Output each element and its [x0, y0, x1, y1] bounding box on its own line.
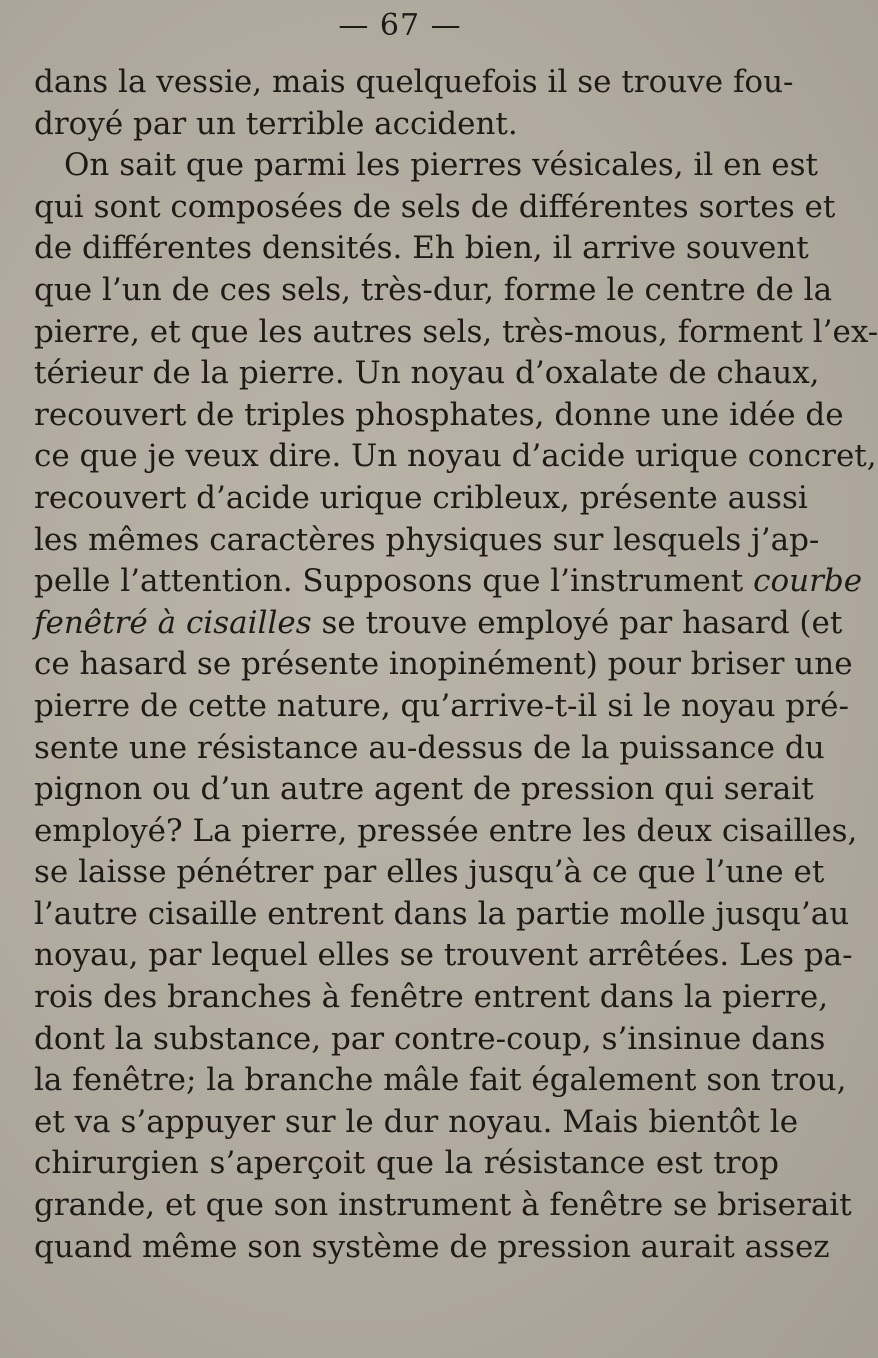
line-text: employé? La pierre, pressée entre les deux cisailles,	[34, 812, 858, 849]
line-text: térieur de la pierre. Un noyau d’oxalate de chaux,	[34, 355, 820, 392]
line-text: de différentes densités. Eh bien, il arrive souvent	[34, 230, 809, 267]
line-text: pierre de cette nature, qu’arrive-t-il si le noyau pré-	[34, 687, 849, 724]
text-line	[34, 228, 809, 270]
line-text: et va s’appuyer sur le dur noyau. Mais bientôt le	[34, 1103, 799, 1140]
text-line	[34, 977, 829, 1019]
text-line	[34, 187, 836, 229]
text-line	[34, 353, 820, 395]
text-line	[34, 312, 878, 354]
body-text	[34, 62, 878, 1268]
line-text: que l’un de ces sels, très-dur, forme le centre de la	[34, 271, 833, 308]
line-text: pignon ou d’un autre agent de pression qui serait	[34, 771, 814, 808]
text-line	[34, 728, 825, 770]
text-line	[34, 894, 850, 936]
line-text: grande, et que son instrument à fenêtre se briserait	[34, 1187, 852, 1224]
line-text: la fenêtre; la branche mâle fait également son trou,	[34, 1062, 847, 1099]
text-line	[34, 478, 808, 520]
text-line	[34, 1019, 826, 1061]
line-text: recouvert de triples phosphates, donne une idée de	[34, 396, 844, 433]
line-text: dans la vessie, mais quelquefois il se trouve fou-	[34, 64, 794, 100]
line-text: sente une résistance au-dessus de la puissance du	[34, 729, 825, 766]
text-line	[34, 436, 877, 478]
text-line	[34, 935, 853, 977]
line-text: qui sont composées de sels de différentes sortes et	[34, 188, 836, 225]
text-line	[34, 270, 833, 312]
text-line	[34, 644, 853, 686]
line-text: rois des branches à fenêtre entrent dans la pierre,	[34, 979, 829, 1016]
italic-term: fenêtré à cisailles	[34, 604, 312, 641]
line-text: ce hasard se présente inopinément) pour briser une	[34, 646, 853, 683]
text-line	[34, 603, 843, 645]
text-line	[34, 769, 814, 811]
line-text: pelle l’attention. Supposons que l’instrument	[34, 563, 754, 600]
text-line	[34, 1102, 799, 1144]
text-line	[34, 62, 794, 104]
text-line	[34, 811, 858, 853]
text-line	[34, 852, 825, 894]
line-text: ce que je veux dire. Un noyau d’acide urique concret,	[34, 438, 877, 475]
text-line	[34, 104, 779, 146]
line-text: l’autre cisaille entrent dans la partie molle jusqu’au	[34, 895, 850, 932]
line-text: droyé par un terrible accident.	[34, 105, 518, 142]
text-line	[34, 145, 819, 187]
text-line	[34, 1185, 852, 1227]
line-text-after: se trouve employé par hasard (et	[311, 604, 843, 641]
text-line	[34, 1227, 830, 1269]
text-line	[34, 686, 849, 728]
text-line	[34, 1143, 779, 1185]
line-text: se laisse pénétrer par elles jusqu’à ce que l’une et	[34, 854, 825, 891]
text-line	[34, 561, 863, 603]
line-text: noyau, par lequel elles se trouvent arrêtées. Les pa-	[34, 937, 853, 974]
line-text: les mêmes caractères physiques sur lesquels j’ap-	[34, 521, 820, 558]
italic-term: courbe	[753, 563, 863, 600]
text-line	[34, 520, 820, 562]
line-text: quand même son système de pression aurait assez	[34, 1228, 830, 1265]
text-line	[34, 395, 844, 437]
line-text: chirurgien s’aperçoit que la résistance est trop	[34, 1145, 779, 1182]
line-text: pierre, et que les autres sels, très-mous, forment l’ex-	[34, 313, 878, 350]
line-text: recouvert d’acide urique cribleux, présente aussi	[34, 479, 808, 516]
line-text: dont la substance, par contre-coup, s’insinue dans	[34, 1020, 826, 1057]
page-number: — 67 —	[338, 8, 462, 43]
line-text: On sait que parmi les pierres vésicales, il en est	[64, 147, 819, 184]
text-line	[34, 1060, 847, 1102]
